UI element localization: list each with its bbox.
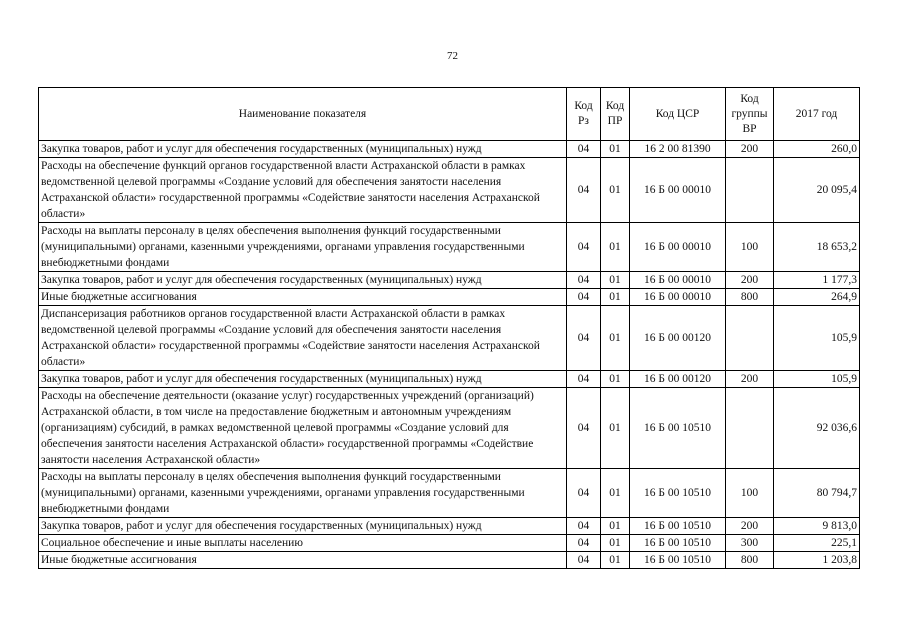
row-amount-2017: 105,9 bbox=[774, 371, 860, 388]
row-code-pr: 01 bbox=[601, 552, 630, 569]
row-code-vr: 200 bbox=[726, 272, 774, 289]
row-code-rz: 04 bbox=[567, 371, 601, 388]
row-amount-2017: 20 095,4 bbox=[774, 158, 860, 223]
table-row bbox=[39, 223, 860, 272]
row-code-csr: 16 Б 00 00010 bbox=[630, 272, 726, 289]
header-csr: Код ЦСР bbox=[630, 88, 726, 141]
row-code-vr: 100 bbox=[726, 223, 774, 272]
row-code-pr: 01 bbox=[601, 158, 630, 223]
row-code-vr: 200 bbox=[726, 141, 774, 158]
header-year: 2017 год bbox=[774, 88, 860, 141]
row-code-pr: 01 bbox=[601, 371, 630, 388]
row-amount-2017: 9 813,0 bbox=[774, 518, 860, 535]
row-amount-2017: 80 794,7 bbox=[774, 469, 860, 518]
row-code-pr: 01 bbox=[601, 272, 630, 289]
row-code-rz: 04 bbox=[567, 552, 601, 569]
budget-table bbox=[38, 87, 860, 569]
table-row bbox=[39, 552, 860, 569]
row-name: Расходы на выплаты персоналу в целях обеспечения выполнения функций государственными (муниципальными) органами, казенными учреждениями, органами управления государственными внебюджетными фондами bbox=[39, 469, 567, 518]
row-amount-2017: 264,9 bbox=[774, 289, 860, 306]
row-code-rz: 04 bbox=[567, 289, 601, 306]
row-code-csr: 16 Б 00 10510 bbox=[630, 535, 726, 552]
row-name: Закупка товаров, работ и услуг для обеспечения государственных (муниципальных) нужд bbox=[39, 141, 567, 158]
row-name: Диспансеризация работников органов государственной власти Астраханской области в рамках ведомственной целевой программы «Создание условий для обеспечения занятости населения Астраханской области» государственной программы «Содействие занятости населения Астраханской области» bbox=[39, 306, 567, 371]
row-name: Закупка товаров, работ и услуг для обеспечения государственных (муниципальных) нужд bbox=[39, 518, 567, 535]
row-name: Расходы на выплаты персоналу в целях обеспечения выполнения функций государственными (муниципальными) органами, казенными учреждениями, органами управления государственными внебюджетными фондами bbox=[39, 223, 567, 272]
row-amount-2017: 225,1 bbox=[774, 535, 860, 552]
row-code-csr: 16 Б 00 00120 bbox=[630, 306, 726, 371]
row-code-rz: 04 bbox=[567, 141, 601, 158]
header-name: Наименование показателя bbox=[39, 88, 567, 141]
table-row bbox=[39, 469, 860, 518]
row-code-rz: 04 bbox=[567, 306, 601, 371]
row-code-pr: 01 bbox=[601, 518, 630, 535]
row-code-vr: 100 bbox=[726, 469, 774, 518]
table-row bbox=[39, 289, 860, 306]
row-code-csr: 16 Б 00 00010 bbox=[630, 289, 726, 306]
row-amount-2017: 1 203,8 bbox=[774, 552, 860, 569]
row-code-csr: 16 Б 00 10510 bbox=[630, 518, 726, 535]
row-code-pr: 01 bbox=[601, 469, 630, 518]
row-code-pr: 01 bbox=[601, 535, 630, 552]
header-pr: Код ПР bbox=[601, 88, 630, 141]
row-code-rz: 04 bbox=[567, 158, 601, 223]
row-code-vr bbox=[726, 158, 774, 223]
row-code-pr: 01 bbox=[601, 141, 630, 158]
row-code-rz: 04 bbox=[567, 535, 601, 552]
row-amount-2017: 18 653,2 bbox=[774, 223, 860, 272]
row-code-rz: 04 bbox=[567, 272, 601, 289]
row-code-csr: 16 Б 00 10510 bbox=[630, 388, 726, 469]
row-code-pr: 01 bbox=[601, 223, 630, 272]
row-code-rz: 04 bbox=[567, 518, 601, 535]
row-code-rz: 04 bbox=[567, 469, 601, 518]
row-amount-2017: 1 177,3 bbox=[774, 272, 860, 289]
row-code-csr: 16 Б 00 10510 bbox=[630, 552, 726, 569]
row-name: Закупка товаров, работ и услуг для обеспечения государственных (муниципальных) нужд bbox=[39, 272, 567, 289]
row-code-csr: 16 2 00 81390 bbox=[630, 141, 726, 158]
header-rz: Код Рз bbox=[567, 88, 601, 141]
header-vr: Код группы ВР bbox=[726, 88, 774, 141]
row-code-csr: 16 Б 00 10510 bbox=[630, 469, 726, 518]
row-name: Расходы на обеспечение деятельности (оказание услуг) государственных учреждений (организаций) Астраханской области, в том числе на предоставление бюджетным и автономным учреждениям (организациям) субсидий, в рамках ведомственной целевой программы «Создание условий для обеспечения занятости населения Астраханской области» государственной программы «Содействие занятости населения Астраханской области» bbox=[39, 388, 567, 469]
page-number: 72 bbox=[447, 50, 458, 62]
row-name: Социальное обеспечение и иные выплаты населению bbox=[39, 535, 567, 552]
row-code-csr: 16 Б 00 00010 bbox=[630, 158, 726, 223]
row-name: Расходы на обеспечение функций органов государственной власти Астраханской области в рамках ведомственной целевой программы «Создание условий для обеспечения занятости населения Астраханской области» государственной программы «Содействие занятости населения Астраханской области» bbox=[39, 158, 567, 223]
row-code-rz: 04 bbox=[567, 388, 601, 469]
row-code-vr: 300 bbox=[726, 535, 774, 552]
row-code-vr bbox=[726, 306, 774, 371]
row-amount-2017: 105,9 bbox=[774, 306, 860, 371]
row-code-pr: 01 bbox=[601, 306, 630, 371]
row-name: Иные бюджетные ассигнования bbox=[39, 552, 567, 569]
row-code-vr: 200 bbox=[726, 518, 774, 535]
table-row bbox=[39, 388, 860, 469]
row-code-vr: 200 bbox=[726, 371, 774, 388]
row-amount-2017: 92 036,6 bbox=[774, 388, 860, 469]
table-header-row bbox=[39, 88, 860, 141]
table-row bbox=[39, 306, 860, 371]
table-row bbox=[39, 518, 860, 535]
row-code-pr: 01 bbox=[601, 289, 630, 306]
row-code-csr: 16 Б 00 00010 bbox=[630, 223, 726, 272]
table-row bbox=[39, 141, 860, 158]
row-code-pr: 01 bbox=[601, 388, 630, 469]
row-code-vr: 800 bbox=[726, 289, 774, 306]
row-code-vr: 800 bbox=[726, 552, 774, 569]
row-code-rz: 04 bbox=[567, 223, 601, 272]
row-name: Закупка товаров, работ и услуг для обеспечения государственных (муниципальных) нужд bbox=[39, 371, 567, 388]
row-amount-2017: 260,0 bbox=[774, 141, 860, 158]
table-row bbox=[39, 535, 860, 552]
row-code-csr: 16 Б 00 00120 bbox=[630, 371, 726, 388]
row-name: Иные бюджетные ассигнования bbox=[39, 289, 567, 306]
table-row bbox=[39, 371, 860, 388]
table-row bbox=[39, 272, 860, 289]
row-code-vr bbox=[726, 388, 774, 469]
table-row bbox=[39, 158, 860, 223]
